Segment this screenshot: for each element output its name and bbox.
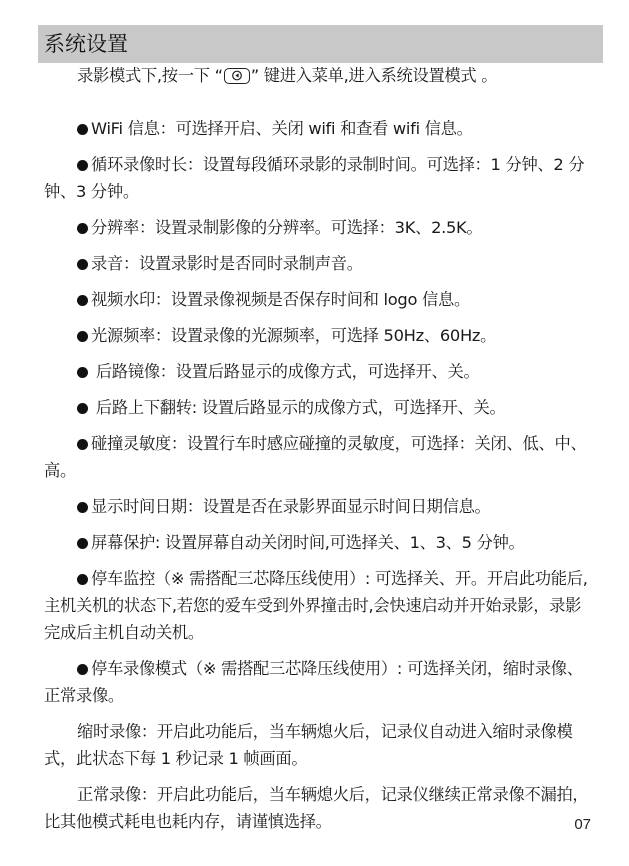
list-item: 停车监控（※ 需搭配三芯降压线使用）: 可选择关、开。开启此功能后,主机关机的状态下,若您的爱车受到外界撞击时,会快速启动并开始录影，录影完成后主机自动关机。 bbox=[44, 569, 588, 642]
content-body bbox=[44, 62, 592, 844]
bullet-icon bbox=[77, 538, 88, 549]
list-item: 碰撞灵敏度：设置行车时感应碰撞的灵敏度，可选择：关闭、低、中、高。 bbox=[44, 434, 587, 480]
bullet-icon bbox=[77, 664, 88, 675]
play-back-key-icon bbox=[224, 68, 250, 84]
bullet-icon bbox=[77, 160, 88, 171]
intro-text-after: ” 键进入菜单,进入系统设置模式 。 bbox=[250, 66, 498, 85]
section-title: 系统设置 bbox=[44, 32, 128, 56]
list-item: 后路镜像：设置后路显示的成像方式，可选择开、关。 bbox=[44, 358, 592, 385]
normal-record-paragraph: 正常录像：开启此功能后，当车辆熄火后，记录仪继续正常录像不漏拍，比其他模式耗电也耗内存，请谨慎选择。 bbox=[44, 785, 589, 831]
bullet-icon bbox=[77, 223, 88, 234]
bullet-icon bbox=[77, 331, 88, 342]
bullet-icon bbox=[77, 259, 88, 270]
bullet-icon bbox=[77, 403, 88, 414]
list-item: 停车录像模式（※ 需搭配三芯降压线使用）: 可选择关闭，缩时录像、正常录像。 bbox=[44, 659, 583, 705]
bullet-icon bbox=[77, 124, 88, 135]
list-item: WiFi 信息：可选择开启、关闭 wifi 和查看 wifi 信息。 bbox=[44, 115, 592, 142]
timelapse-paragraph: 缩时录像：开启此功能后，当车辆熄火后，记录仪自动进入缩时录像模式，此状态下每 1 秒记录 1 帧画面。 bbox=[44, 722, 573, 768]
list-item: 后路上下翻转: 设置后路显示的成像方式，可选择开、关。 bbox=[44, 394, 592, 421]
bullet-icon bbox=[77, 367, 88, 378]
bullet-icon bbox=[77, 295, 88, 306]
section-header-bar bbox=[38, 25, 603, 63]
list-item: 光源频率：设置录像的光源频率，可选择 50Hz、60Hz。 bbox=[44, 322, 592, 349]
list-item: 视频水印：设置录像视频是否保存时间和 logo 信息。 bbox=[44, 286, 592, 313]
list-item: 循环录像时长：设置每段循环录影的录制时间。可选择：1 分钟、2 分钟、3 分钟。 bbox=[44, 155, 585, 201]
bullet-icon bbox=[77, 439, 88, 450]
intro-text-before: 录影模式下,按一下 “ bbox=[77, 66, 223, 85]
list-item: 分辨率：设置录制影像的分辨率。可选择：3K、2.5K。 bbox=[44, 214, 592, 241]
intro-paragraph bbox=[44, 62, 592, 89]
list-item: 录音：设置录影时是否同时录制声音。 bbox=[44, 250, 592, 277]
list-item: 显示时间日期：设置是否在录影界面显示时间日期信息。 bbox=[44, 493, 592, 520]
bullet-icon bbox=[77, 574, 88, 585]
page-number: 07 bbox=[574, 816, 591, 833]
bullet-icon bbox=[77, 502, 88, 513]
list-item: 屏幕保护: 设置屏幕自动关闭时间,可选择关、1、3、5 分钟。 bbox=[44, 529, 592, 556]
